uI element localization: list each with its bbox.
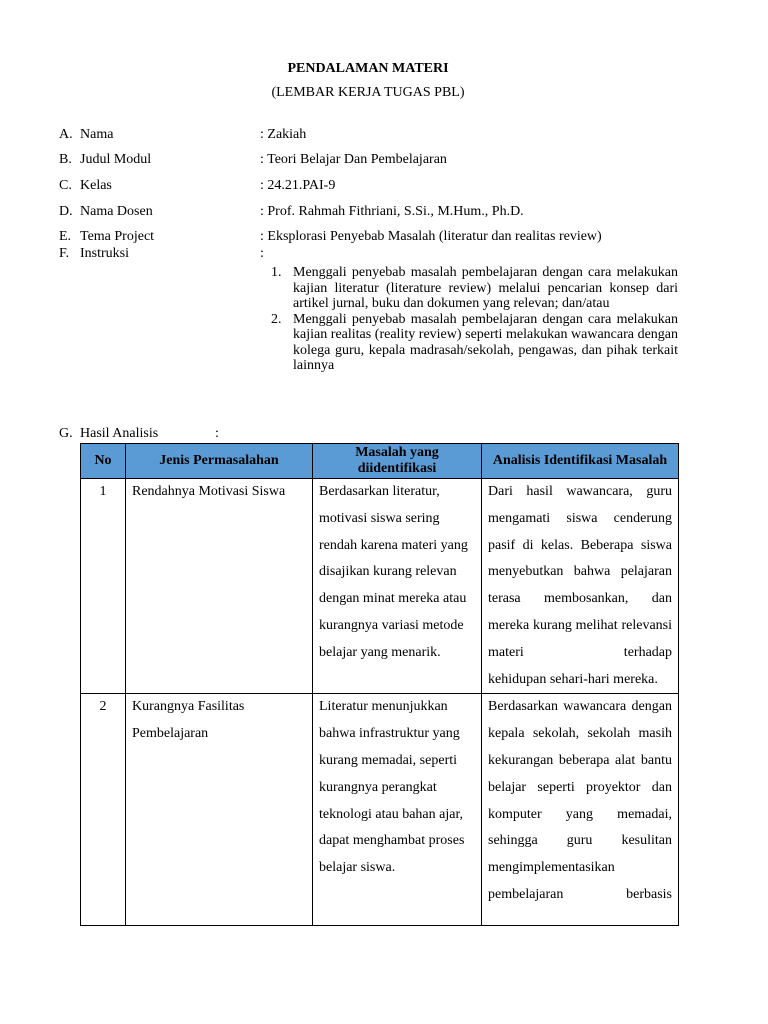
field-colon: :: [215, 426, 219, 441]
field-letter: F.: [59, 246, 70, 261]
table-row: [81, 694, 679, 926]
header-masalah: Masalah yang diidentifikasi: [313, 444, 482, 479]
instruction-list: [265, 265, 678, 374]
field-letter: E.: [59, 229, 72, 244]
instruction-item: [265, 312, 678, 374]
cell-analisis-text: Dari hasil wawancara, guru mengamati siswa cenderung pasif di kelas. Beberapa siswa menyebutkan bahwa pelajaran terasa membosankan, dan mereka kurang melihat relevansi materi terhadap: [488, 484, 672, 660]
cell-masalah: Literatur menunjukkan bahwa infrastruktur yang kurang memadai, seperti kurangnya perangkat teknologi atau bahan ajar, dapat menghambat proses belajar siswa.: [313, 694, 482, 926]
field-label: Nama Dosen: [80, 204, 153, 219]
field-value: : Eksplorasi Penyebab Masalah (literatur dan realitas review): [260, 229, 602, 244]
instruction-item: [265, 265, 678, 312]
page-subtitle: (LEMBAR KERJA TUGAS PBL): [271, 85, 465, 100]
field-label: Nama: [80, 127, 114, 142]
instruction-text: Menggali penyebab masalah pembelajaran dengan cara melakukan kajian realitas (reality review) seperti melakukan wawancara dengan kolega guru, kepala madrasah/sekolah, pengawas, dan pihak terkait lainnya: [293, 311, 678, 373]
cell-analisis-text-last: kehidupan sehari-hari mereka.: [488, 671, 658, 687]
page-title: PENDALAMAN MATERI: [287, 61, 449, 76]
header-jenis-permasalahan: Jenis Permasalahan: [126, 444, 313, 479]
cell-analisis: Berdasarkan wawancara dengan kepala sekolah, sekolah masih kekurangan beberapa alat bantu belajar seperti proyektor dan komputer yang memadai, sehingga guru kesulitan mengimplementasikan pembelajaran berbasis: [482, 694, 679, 926]
field-letter: G.: [59, 426, 73, 441]
analysis-table: [80, 443, 679, 926]
cell-masalah: Berdasarkan literatur, motivasi siswa sering rendah karena materi yang disajikan kurang relevan dengan minat mereka atau kurangnya variasi metode belajar yang menarik.: [313, 479, 482, 694]
field-value: : Zakiah: [260, 127, 307, 142]
field-label: Kelas: [80, 178, 112, 193]
field-value: : Prof. Rahmah Fithriani, S.Si., M.Hum., Ph.D.: [260, 204, 524, 219]
cell-analisis: [482, 479, 679, 694]
field-value: : 24.21.PAI-9: [260, 178, 336, 193]
instruction-text: Menggali penyebab masalah pembelajaran dengan cara melakukan kajian literatur (literature review) melalui pencarian konsep dari artikel jurnal, buku dan dokumen yang relevan; dan/atau: [293, 265, 678, 311]
hasil-analisis-heading: [59, 425, 259, 443]
table-header-row: [81, 444, 679, 479]
field-label: Judul Modul: [80, 152, 152, 167]
field-label: Tema Project: [80, 229, 155, 244]
field-value: :: [260, 246, 264, 261]
field-letter: C.: [59, 178, 72, 193]
header-analisis: Analisis Identifikasi Masalah: [482, 444, 679, 479]
cell-no: 1: [81, 479, 126, 694]
cell-jenis: Rendahnya Motivasi Siswa: [126, 479, 313, 694]
cell-no: 2: [81, 694, 126, 926]
instruction-number: 2.: [271, 311, 282, 327]
table-row: [81, 479, 679, 694]
cell-jenis: Kurangnya Fasilitas Pembelajaran: [126, 694, 313, 926]
field-letter: B.: [59, 152, 72, 167]
field-value: : Teori Belajar Dan Pembelajaran: [260, 152, 447, 167]
field-letter: A.: [59, 127, 73, 142]
instruction-number: 1.: [271, 265, 282, 280]
field-letter: D.: [59, 204, 73, 219]
field-label: Hasil Analisis: [80, 426, 159, 441]
field-label: Instruksi: [80, 246, 129, 261]
header-no: No: [81, 444, 126, 479]
